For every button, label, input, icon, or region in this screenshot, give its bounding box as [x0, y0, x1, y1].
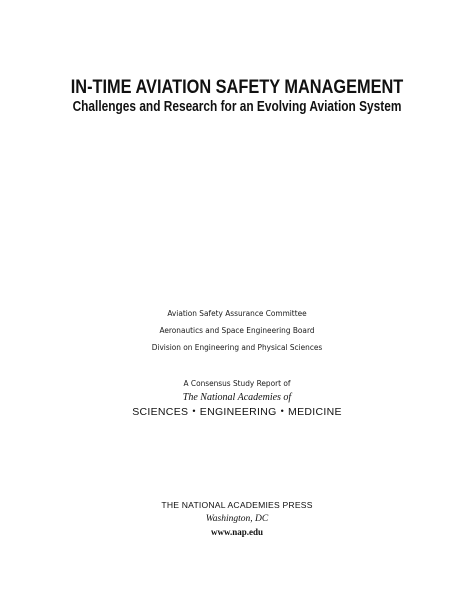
academies-fields-line [0, 406, 474, 418]
document-title: IN-TIME AVIATION SAFETY MANAGEMENT [70, 77, 404, 98]
report-type-line: A Consensus Study Report of [183, 378, 291, 388]
field-medicine: MEDICINE [288, 406, 342, 418]
field-engineering: ENGINEERING [199, 406, 277, 418]
document-subtitle: Challenges and Research for an Evolving Aviation System [72, 99, 402, 115]
committee-name: Aviation Safety Assurance Committee [167, 308, 307, 318]
field-separator: • [280, 406, 285, 416]
division-name: Division on Engineering and Physical Sciences [151, 342, 323, 352]
field-sciences: SCIENCES [132, 406, 189, 418]
board-name: Aeronautics and Space Engineering Board [159, 325, 315, 335]
publisher-url[interactable]: www.nap.edu [210, 527, 264, 537]
academies-name: The National Academies of [182, 392, 292, 403]
field-separator: • [192, 406, 196, 416]
publisher-name: THE NATIONAL ACADEMIES PRESS [161, 500, 313, 510]
publisher-city: Washington, DC [205, 514, 269, 524]
